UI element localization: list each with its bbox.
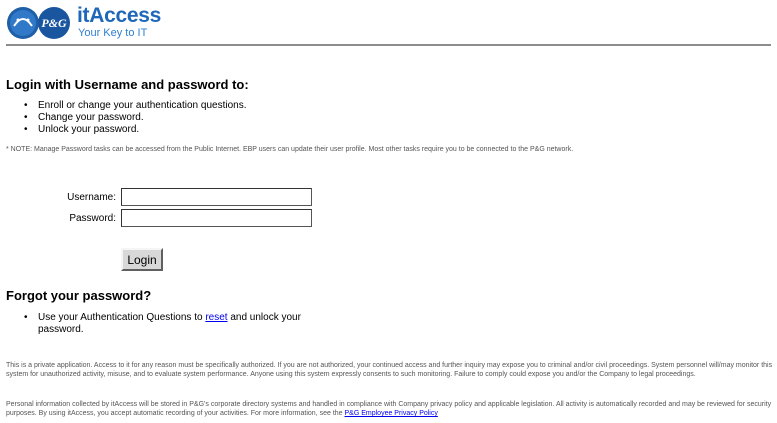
forgot-text-after: and unlock your password. <box>38 312 301 335</box>
pg-logo-icon <box>6 6 72 40</box>
password-label: Password: <box>69 213 116 224</box>
username-label: Username: <box>67 192 116 203</box>
privacy-text: Personal information collected by itAccess will be stored in P&G's corporate directory systems and handled in compliance with Company privacy policy and applicable legislation. All activity is automatically recorded and may be reviewed for security purposes. By using itAccess, you accept automatic recording of your activities. For more information, see the <box>6 401 772 418</box>
task-item: • Change your password. <box>24 112 246 124</box>
network-note: * NOTE: Manage Password tasks can be accessed from the Public Internet. EBP users can update their user profile. Most other tasks require you to be connected to the P&G network. <box>6 146 574 153</box>
privacy-disclaimer <box>6 400 774 419</box>
header-divider <box>6 44 771 46</box>
logo-text: P&G <box>41 16 67 30</box>
login-button[interactable]: Login <box>121 248 163 271</box>
brand-name: itAccess <box>77 4 161 27</box>
task-item: • Unlock your password. <box>24 124 246 136</box>
forgot-password-heading: Forgot your password? <box>6 288 152 303</box>
access-disclaimer: This is a private application. Access to it for any reason must be specifically authorized. If you are not authorized, your continued access and further inquiry may expose you to criminal and/or civil proceedings. System personnel will/may monitor this system for unauthorized activity, misuse, and to evaluate system performance. Anyone using this system expressly consents to such monitoring. Failure to comply could expose you and/or the Company to legal proceedings. <box>6 362 773 379</box>
forgot-text-before: Use your Authentication Questions to <box>38 312 206 323</box>
privacy-policy-link[interactable]: P&G Employee Privacy Policy <box>344 410 438 418</box>
brand-tagline: Your Key to IT <box>78 27 148 39</box>
task-list <box>24 100 246 136</box>
forgot-password-text <box>24 312 304 336</box>
reset-link[interactable]: reset <box>205 312 228 323</box>
app-header <box>6 4 206 40</box>
task-item: • Enroll or change your authentication questions. <box>24 100 246 112</box>
login-heading: Login with Username and password to: <box>6 77 249 92</box>
password-input[interactable] <box>121 209 312 227</box>
username-input[interactable] <box>121 188 312 206</box>
